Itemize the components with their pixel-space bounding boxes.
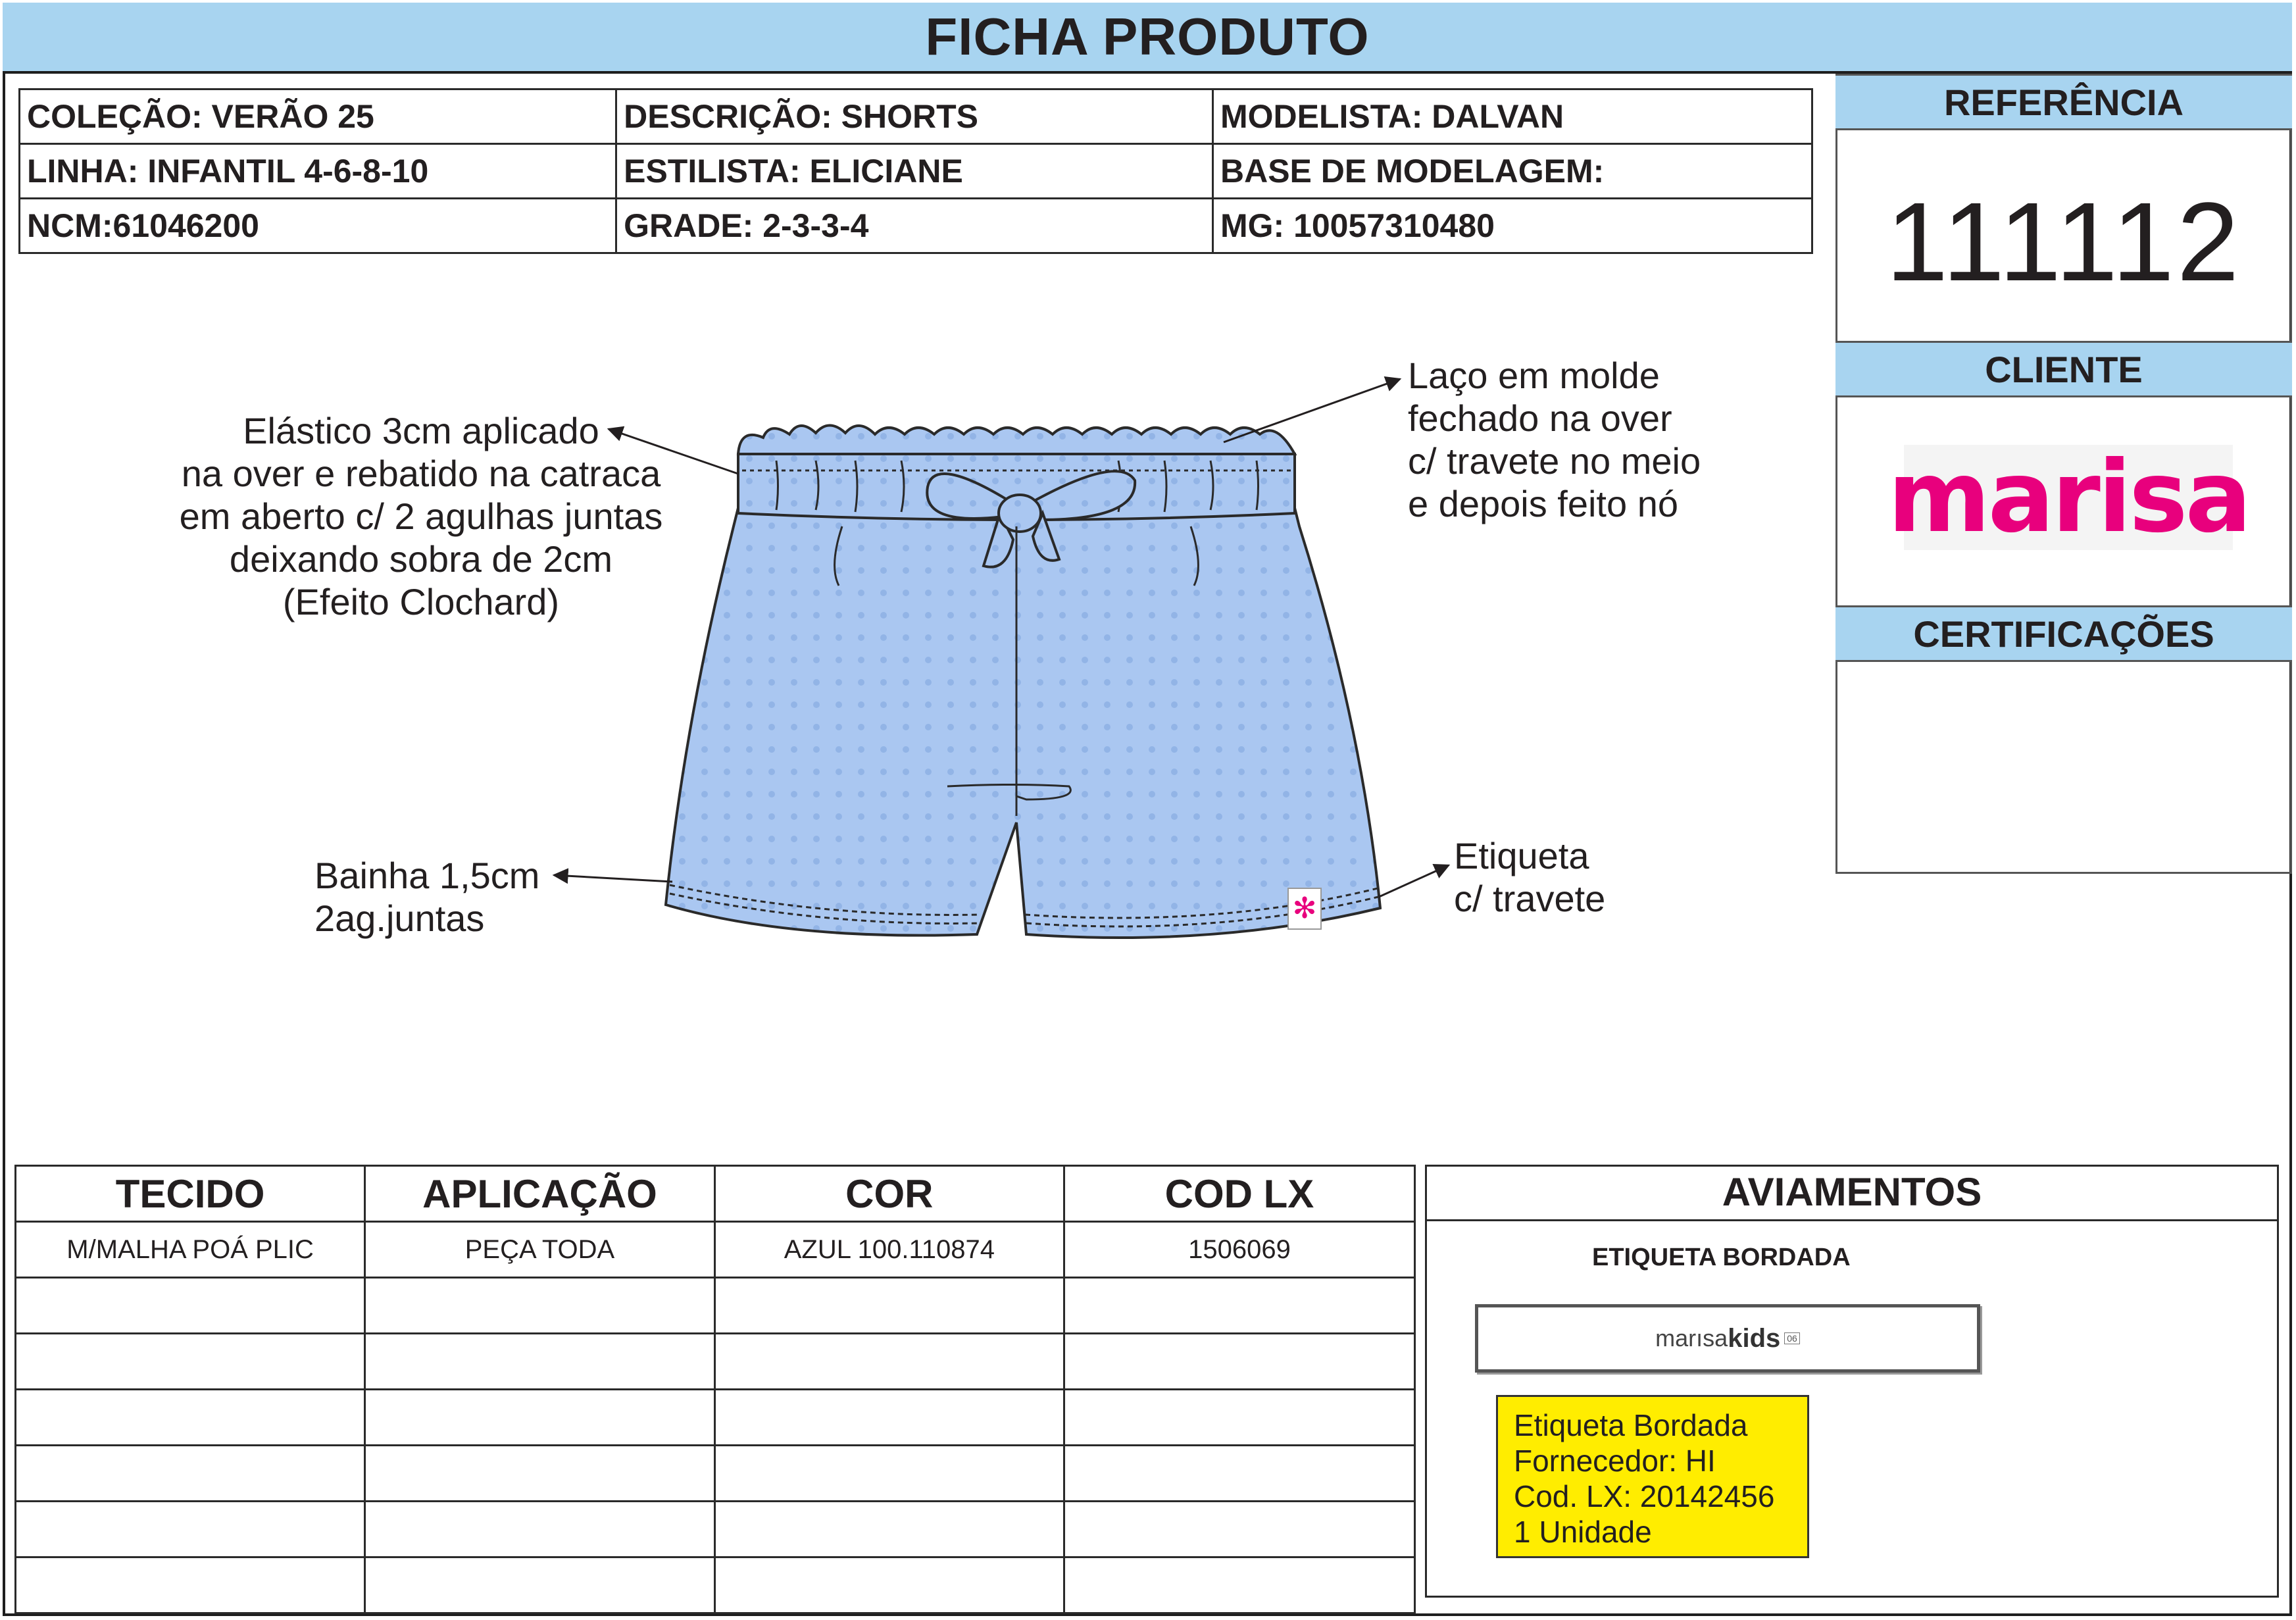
- note-line: 1 Unidade: [1514, 1515, 1652, 1549]
- table-cell: [714, 1278, 1064, 1334]
- etiqueta-bordada-label: ETIQUETA BORDADA: [1592, 1244, 1851, 1271]
- table-cell: [1064, 1278, 1414, 1334]
- table-cell: [1064, 1446, 1414, 1502]
- table-cell: [365, 1278, 715, 1334]
- cor-cell: AZUL 100.110874: [714, 1222, 1064, 1278]
- cliente-header: CLIENTE: [1835, 341, 2292, 397]
- table-cell: [1064, 1334, 1414, 1390]
- table-cell: [365, 1390, 715, 1446]
- tecido-header: TECIDO: [16, 1166, 365, 1222]
- table-cell: [1064, 1390, 1414, 1446]
- marisa-logo: marisa: [1887, 440, 2249, 555]
- note-etiqueta: Etiqueta c/ travete: [1454, 835, 1606, 919]
- colecao-cell: COLEÇÃO: VERÃO 25: [20, 89, 616, 144]
- table-row: [16, 1222, 1415, 1278]
- referencia-header: REFERÊNCIA: [1835, 74, 2292, 130]
- linha-cell: LINHA: INFANTIL 4-6-8-10: [20, 144, 616, 199]
- base-modelagem-cell: BASE DE MODELAGEM:: [1212, 144, 1812, 199]
- table-row: [16, 1390, 1415, 1446]
- table-cell: [365, 1557, 715, 1613]
- aplicacao-cell: PEÇA TODA: [365, 1222, 715, 1278]
- note-line: Fornecedor: HI: [1514, 1444, 1716, 1478]
- label-brand-kids: kids: [1728, 1323, 1781, 1353]
- tecido-cell: M/MALHA POÁ PLIC: [16, 1222, 365, 1278]
- embroidered-label-sample: [1475, 1304, 1980, 1373]
- cor-header: COR: [714, 1166, 1064, 1222]
- table-row: [16, 1446, 1415, 1502]
- table-cell: [16, 1334, 365, 1390]
- table-row: [16, 1278, 1415, 1334]
- table-cell: [16, 1557, 365, 1613]
- modelista-cell: MODELISTA: DALVAN: [1212, 89, 1812, 144]
- table-cell: [16, 1390, 365, 1446]
- cod-lx-header: COD LX: [1064, 1166, 1414, 1222]
- ncm-cell: NCM:61046200: [20, 199, 616, 253]
- table-cell: [1064, 1557, 1414, 1613]
- descricao-cell: DESCRIÇÃO: SHORTS: [616, 89, 1213, 144]
- aplicacao-header: APLICAÇÃO: [365, 1166, 715, 1222]
- referencia-value: 111112: [1885, 180, 2242, 305]
- table-row: [16, 1502, 1415, 1557]
- ruffle: [738, 426, 1295, 455]
- label-size-badge: 06: [1784, 1332, 1800, 1344]
- estilista-cell: ESTILISTA: ELICIANE: [616, 144, 1213, 199]
- table-cell: [714, 1502, 1064, 1557]
- table-cell: [1064, 1502, 1414, 1557]
- table-cell: [365, 1446, 715, 1502]
- note-laco: Laço em molde fechado na over c/ travete no meio e depois feito nó: [1408, 355, 1701, 524]
- note-line: Cod. LX: 20142456: [1514, 1479, 1775, 1513]
- cod-lx-cell: 1506069: [1064, 1222, 1414, 1278]
- table-header-row: [16, 1166, 1415, 1222]
- note-line: Etiqueta Bordada: [1514, 1408, 1748, 1442]
- table-cell: [365, 1334, 715, 1390]
- shorts-body: [666, 500, 1380, 938]
- grade-cell: GRADE: 2-3-3-4: [616, 199, 1213, 253]
- table-cell: [16, 1446, 365, 1502]
- flower-icon: ✻: [1292, 892, 1317, 924]
- certificacoes-header: CERTIFICAÇÕES: [1835, 605, 2292, 662]
- table-cell: [714, 1557, 1064, 1613]
- table-cell: [16, 1278, 365, 1334]
- etiqueta-note: [1496, 1395, 1809, 1558]
- fabric-table: [14, 1165, 1416, 1614]
- table-row: [16, 1557, 1415, 1613]
- note-elastico: Elástico 3cm aplicado na over e rebatido na catraca em aberto c/ 2 agulhas juntas deixando sobra de 2cm (Efeito Clochard): [179, 410, 663, 622]
- note-bainha: Bainha 1,5cm 2ag.juntas: [314, 855, 540, 939]
- table-cell: [16, 1502, 365, 1557]
- table-cell: [365, 1502, 715, 1557]
- table-row: [16, 1334, 1415, 1390]
- aviamentos-header: AVIAMENTOS: [1425, 1165, 2279, 1221]
- label-brand-marisa: marısa: [1655, 1325, 1728, 1352]
- table-cell: [714, 1446, 1064, 1502]
- mg-cell: MG: 10057310480: [1212, 199, 1812, 253]
- table-cell: [714, 1334, 1064, 1390]
- table-cell: [714, 1390, 1064, 1446]
- page-title: FICHA PRODUTO: [925, 7, 1370, 66]
